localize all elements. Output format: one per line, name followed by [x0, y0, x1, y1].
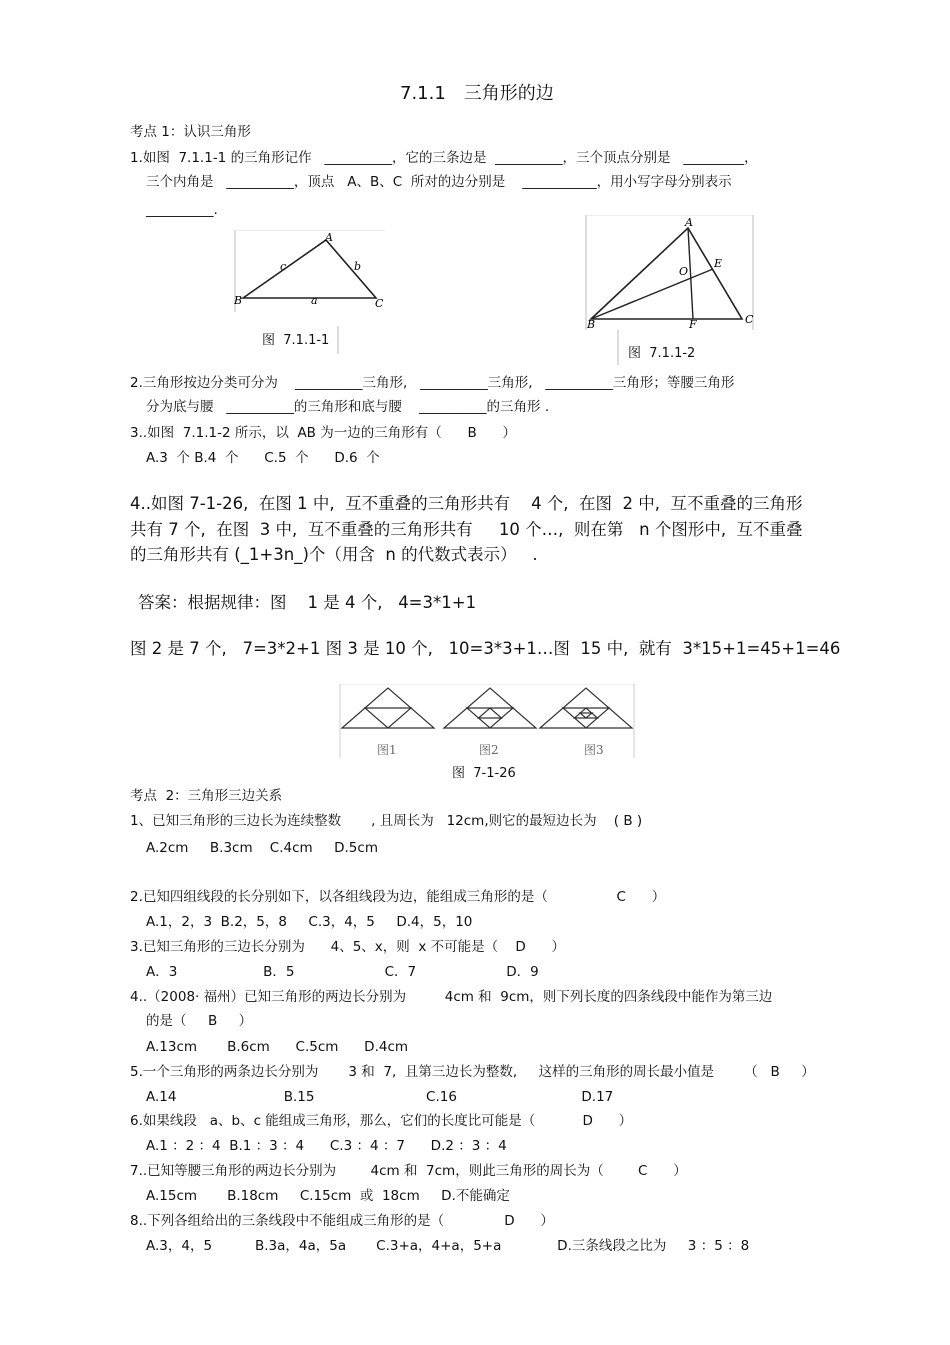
fig3-label-2: 图2 — [479, 743, 499, 757]
p7-options: A.15cm B.18cm C.15cm 或 18cm D.不能确定 — [146, 1188, 510, 1204]
p3-options: A．3 B．5 C．7 D．9 — [146, 964, 539, 980]
figure-7-1-1-2-caption: 图 7.1.1-2 — [628, 346, 696, 361]
p7-question: 7..已知等腰三角形的两边长分别为 4cm 和 7cm，则此三角形的周长为（ C ） — [130, 1163, 687, 1179]
p1-options: A.2cm B.3cm C.4cm D.5cm — [146, 840, 378, 856]
fig3-label-1: 图1 — [377, 743, 397, 757]
fig2-label-c: C — [745, 313, 754, 326]
p4-question: 4..（2008· 福州）已知三角形的两边长分别为 4cm 和 9cm，则下列长度的四条线段中能作为第三边 — [130, 989, 773, 1005]
q2-line2: 分为底与腰 __________的三角形和底与腰 __________的三角形 . — [146, 399, 550, 415]
answer-line2: 图 2 是 7 个, 7=3*2+1 图 3 是 10 个, 10=3*3+1…图 15 中, 就有 3*15+1=45+1=46 — [130, 639, 841, 658]
section-1-heading: 考点 1：认识三角形 — [130, 124, 251, 140]
q3-line1: 3..如图 7.1.1-2 所示，以 AB 为一边的三角形有（ B ） — [130, 425, 516, 441]
q4-line3: 的三角形共有 (_1+3n_)个（用含 n 的代数式表示） . — [130, 545, 538, 564]
page-title: 7.1.1 三角形的边 — [400, 83, 554, 104]
p8-options: A.3，4，5 B.3a，4a，5a C.3+a，4+a，5+a D.三条线段之比为 3 ：5 ：8 — [146, 1238, 750, 1254]
p5-options: A.14 B.15 C.16 D.17 — [146, 1089, 614, 1105]
fig3-label-3: 图3 — [584, 743, 604, 757]
fig2-label-e: E — [714, 257, 723, 270]
p1-question: 1、已知三角形的三边长为连续整数 , 且周长为 12cm,则它的最短边长为 ( B ) — [130, 813, 643, 829]
fig2-label-a: A — [685, 216, 693, 229]
q1-line1: 1.如图 7.1.1-1 的三角形记作 __________，它的三条边是 __________，三个顶点分别是 _________， — [130, 150, 758, 166]
q3-options: A.3 个 B.4 个 C.5 个 D.6 个 — [146, 450, 380, 466]
q4-line1: 4..如图 7-1-26, 在图 1 中, 互不重叠的三角形共有 4 个, 在图 2 中, 互不重叠的三角形 — [130, 494, 803, 513]
p3-question: 3.已知三角形的三边长分别为 4、5、x，则 x 不可能是（ D ） — [130, 939, 565, 955]
pattern-fig-1 — [342, 688, 434, 728]
p6-options: A.1 ：2 ：4 B.1 ：3 ：4 C.3 ：4 ：7 D.2 ：3 ：4 — [146, 1138, 507, 1154]
pattern-fig-2 — [444, 688, 536, 728]
p8-question: 8..下列各组给出的三条线段中不能组成三角形的是（ D ） — [130, 1213, 554, 1229]
p2-options: A.1，2，3 B.2，5，8 C.3，4，5 D.4，5，10 — [146, 914, 473, 930]
fig2-label-o: O — [679, 265, 689, 278]
side-label-b: b — [354, 260, 362, 273]
side-label-c: c — [280, 260, 287, 273]
vertex-label-b: B — [234, 294, 243, 307]
q4-line2: 共有 7 个, 在图 3 中, 互不重叠的三角形共有 10 个…, 则在第 n 个图形中, 互不重叠 — [130, 520, 803, 539]
q2-line1: 2.三角形按边分类可分为 __________三角形, __________三角形, __________三角形；等腰三角形 — [130, 375, 735, 391]
section-2-heading: 考点 2：三角形三边关系 — [130, 788, 283, 804]
q1-line2: 三个内角是 __________，顶点 A、B、C 所对的边分别是 ___________，用小写字母分别表示 — [146, 174, 732, 190]
p2-question: 2.已知四组线段的长分别如下，以各组线段为边，能组成三角形的是（ C ） — [130, 889, 666, 905]
vertex-label-c: C — [375, 297, 384, 310]
p4-question-cont: 的是（ B ） — [146, 1013, 253, 1029]
q1-line3: __________. — [146, 202, 218, 218]
figure-7-1-26-caption: 图 7-1-26 — [452, 766, 516, 781]
answer-line1: 答案：根据规律：图 1 是 4 个, 4=3*1+1 — [138, 593, 477, 612]
figure-7-1-26 — [338, 684, 636, 760]
pattern-fig-3 — [540, 688, 632, 728]
segment-af — [688, 228, 693, 319]
vertex-label-a: A — [325, 231, 333, 244]
figure-7-1-1-1-caption: 图 7.1.1-1 — [262, 333, 330, 348]
fig2-label-f: F — [689, 318, 697, 331]
p4-options: A.13cm B.6cm C.5cm D.4cm — [146, 1039, 409, 1055]
p5-question: 5.一个三角形的两条边长分别为 3 和 7, 且第三边长为整数, 这样的三角形的周长最小值是 （ B ） — [130, 1064, 815, 1080]
side-label-a: a — [311, 294, 318, 307]
triangle-abc-2 — [591, 228, 742, 319]
p6-question: 6.如果线段 a、b、c 能组成三角形，那么，它们的长度比可能是（ D ） — [130, 1113, 633, 1129]
segment-be — [591, 269, 713, 319]
fig2-label-b: B — [587, 318, 596, 331]
